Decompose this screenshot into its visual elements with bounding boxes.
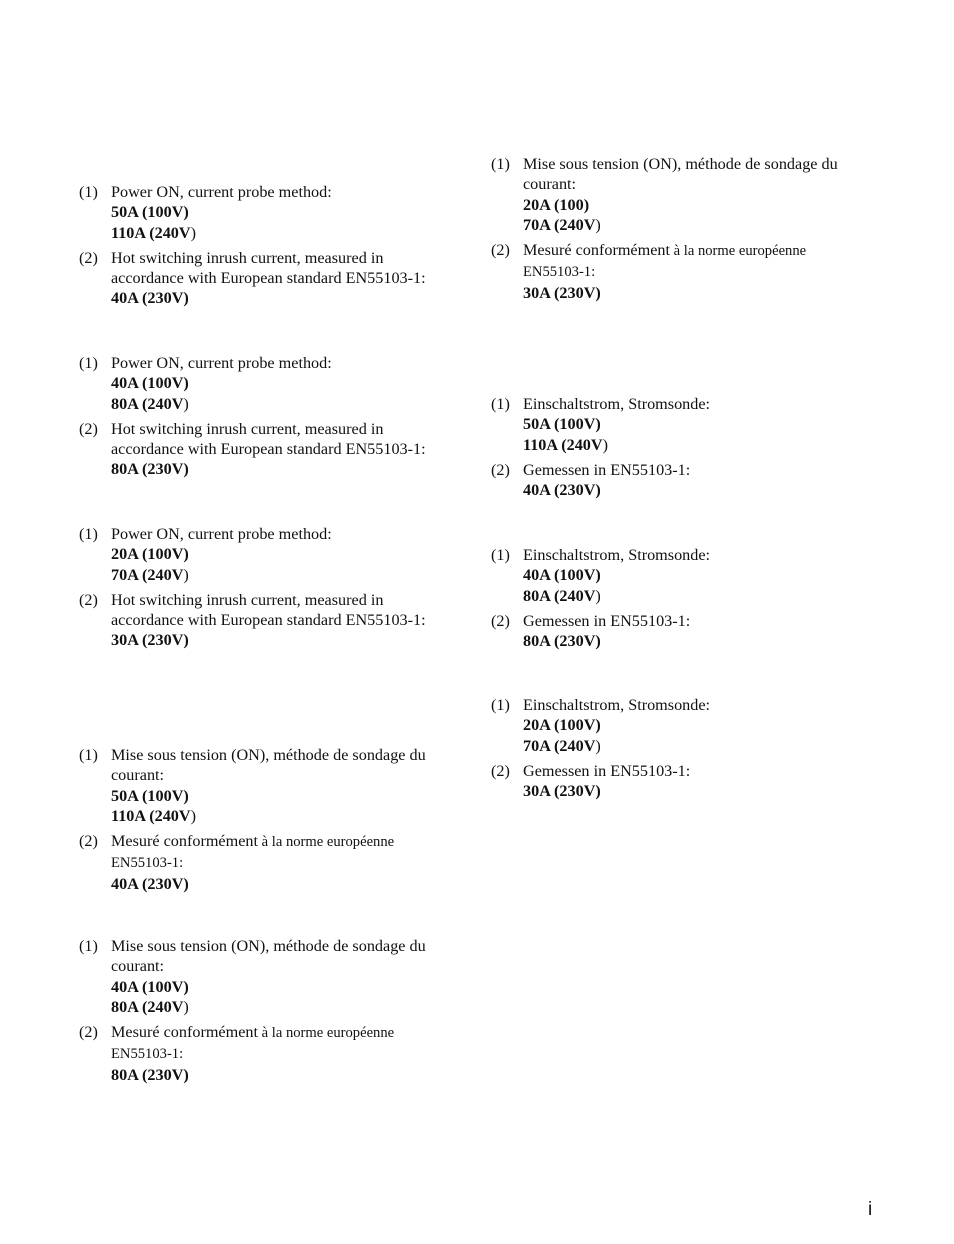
item-body bbox=[111, 353, 459, 414]
item-body bbox=[111, 524, 459, 585]
item-number: (2) bbox=[79, 1023, 98, 1042]
spec-value bbox=[111, 997, 459, 1017]
current-value: 80A (230V) bbox=[111, 1065, 189, 1084]
item-number: (1) bbox=[79, 183, 98, 201]
page-number: i bbox=[868, 1199, 873, 1220]
spec-text bbox=[523, 460, 881, 480]
spec-text bbox=[111, 182, 459, 202]
spec-value bbox=[111, 874, 459, 894]
item-number: (1) bbox=[79, 354, 98, 372]
spec-block bbox=[79, 745, 459, 899]
spec-block bbox=[491, 695, 881, 806]
text-segment: Mise sous tension (ON), méthode de sondage du bbox=[111, 937, 426, 955]
text-segment: courant: bbox=[111, 957, 165, 976]
current-value: 80A (240V bbox=[111, 394, 184, 413]
spec-block bbox=[79, 353, 459, 485]
list-item bbox=[79, 831, 459, 894]
current-value: 40A (100V) bbox=[111, 374, 189, 393]
text-segment: accordance with European standard EN55103-1: bbox=[111, 440, 426, 459]
item-body bbox=[111, 831, 459, 894]
current-value: 110A (240V bbox=[111, 806, 191, 825]
spec-value bbox=[523, 631, 881, 651]
item-body bbox=[523, 460, 881, 501]
current-value: 30A (230V) bbox=[523, 782, 601, 801]
current-value: 20A (100V) bbox=[111, 545, 189, 564]
spec-value bbox=[523, 215, 881, 235]
item-number: (1) bbox=[491, 546, 510, 564]
spec-value bbox=[111, 544, 459, 564]
current-value: 20A (100) bbox=[523, 195, 590, 214]
spec-value bbox=[111, 459, 459, 479]
list-item bbox=[79, 419, 459, 480]
spec-value bbox=[111, 223, 459, 243]
current-value: 50A (100V) bbox=[111, 203, 189, 222]
spec-text bbox=[111, 765, 459, 785]
item-body bbox=[523, 545, 881, 606]
text-segment: Mise sous tension (ON), méthode de sondage du bbox=[523, 155, 838, 173]
spec-text bbox=[523, 695, 881, 715]
item-number: (1) bbox=[491, 696, 510, 714]
spec-text bbox=[111, 1022, 459, 1043]
current-value: 110A (240V bbox=[523, 435, 603, 454]
spec-text bbox=[111, 419, 459, 439]
item-number: (2) bbox=[491, 611, 510, 630]
text-segment: Gemessen in EN55103-1: bbox=[523, 611, 691, 630]
list-item bbox=[79, 248, 459, 309]
closing-paren: ) bbox=[595, 215, 601, 234]
text-segment: accordance with European standard EN55103-1: bbox=[111, 269, 426, 288]
spec-value bbox=[523, 715, 881, 735]
list-item bbox=[491, 240, 881, 303]
spec-value bbox=[523, 414, 881, 434]
item-number: (2) bbox=[491, 460, 510, 479]
current-value: 50A (100V) bbox=[111, 786, 189, 805]
spec-value bbox=[523, 195, 881, 215]
spec-text bbox=[523, 394, 881, 414]
closing-paren: ) bbox=[190, 223, 196, 242]
list-item bbox=[491, 460, 881, 501]
current-value: 50A (100V) bbox=[523, 415, 601, 434]
spec-block bbox=[79, 524, 459, 656]
text-segment: Gemessen in EN55103-1: bbox=[523, 460, 691, 479]
current-value: 40A (230V) bbox=[111, 289, 189, 308]
spec-value bbox=[523, 435, 881, 455]
spec-text bbox=[111, 590, 459, 610]
list-item bbox=[491, 761, 881, 802]
item-number: (2) bbox=[491, 241, 510, 260]
item-body bbox=[523, 240, 881, 303]
text-segment: Mesuré conformément bbox=[523, 241, 670, 260]
item-number: (1) bbox=[79, 937, 98, 955]
spec-block bbox=[79, 182, 459, 314]
spec-value bbox=[523, 283, 881, 303]
text-segment: Einschaltstrom, Stromsonde: bbox=[523, 546, 711, 564]
list-item bbox=[491, 394, 881, 455]
text-segment: Power ON, current probe method: bbox=[111, 183, 332, 201]
item-number: (2) bbox=[491, 761, 510, 780]
item-number: (1) bbox=[491, 155, 510, 173]
spec-text bbox=[111, 248, 459, 268]
current-value: 20A (100V) bbox=[523, 716, 601, 735]
spec-value bbox=[111, 786, 459, 806]
spec-text bbox=[111, 610, 459, 630]
text-segment: Gemessen in EN55103-1: bbox=[523, 761, 691, 780]
text-segment: Hot switching inrush current, measured in bbox=[111, 590, 384, 609]
list-item bbox=[79, 1022, 459, 1085]
current-value: 40A (100V) bbox=[523, 566, 601, 585]
current-value: 80A (230V) bbox=[111, 460, 189, 479]
spec-value bbox=[523, 480, 881, 500]
spec-text bbox=[111, 353, 459, 373]
text-segment: Einschaltstrom, Stromsonde: bbox=[523, 395, 711, 413]
spec-value bbox=[111, 806, 459, 826]
item-body bbox=[523, 394, 881, 455]
current-value: 110A (240V bbox=[111, 223, 191, 242]
text-segment: Hot switching inrush current, measured in bbox=[111, 419, 384, 438]
closing-paren: ) bbox=[595, 736, 601, 755]
item-number: (2) bbox=[79, 832, 98, 851]
closing-paren: ) bbox=[183, 394, 189, 413]
item-number: (1) bbox=[79, 525, 98, 543]
text-segment: accordance with European standard EN55103-1: bbox=[111, 611, 426, 630]
current-value: 70A (240V bbox=[523, 215, 596, 234]
current-value: 30A (230V) bbox=[111, 631, 189, 650]
current-value: 70A (240V bbox=[523, 736, 596, 755]
spec-text bbox=[111, 936, 459, 956]
text-segment: Mise sous tension (ON), méthode de sondage du bbox=[111, 746, 426, 764]
spec-value bbox=[523, 586, 881, 606]
item-body bbox=[111, 419, 459, 480]
spec-text bbox=[523, 240, 881, 261]
spec-text bbox=[523, 154, 881, 174]
text-segment-small: à la norme européenne bbox=[257, 1025, 395, 1042]
list-item bbox=[491, 154, 881, 235]
spec-value bbox=[111, 977, 459, 997]
spec-text bbox=[523, 174, 881, 194]
list-item bbox=[491, 611, 881, 652]
spec-text bbox=[111, 439, 459, 459]
spec-text bbox=[111, 956, 459, 976]
text-segment: Power ON, current probe method: bbox=[111, 354, 332, 372]
current-value: 80A (240V bbox=[523, 586, 596, 605]
list-item bbox=[491, 695, 881, 756]
item-body bbox=[111, 1022, 459, 1085]
current-value: 70A (240V bbox=[111, 565, 184, 584]
current-value: 40A (230V) bbox=[111, 874, 189, 893]
spec-value bbox=[111, 565, 459, 585]
spec-text bbox=[523, 261, 881, 282]
spec-block bbox=[491, 545, 881, 656]
item-body bbox=[111, 248, 459, 309]
closing-paren: ) bbox=[595, 586, 601, 605]
spec-value bbox=[111, 202, 459, 222]
text-segment: EN55103-1: bbox=[111, 1046, 184, 1063]
spec-text bbox=[111, 268, 459, 288]
current-value: 80A (230V) bbox=[523, 632, 601, 651]
text-segment: courant: bbox=[523, 175, 577, 194]
item-body bbox=[111, 936, 459, 1017]
text-segment: Hot switching inrush current, measured in bbox=[111, 248, 384, 267]
text-segment-small: à la norme européenne bbox=[669, 243, 807, 260]
current-value: 80A (240V bbox=[111, 997, 184, 1016]
spec-block bbox=[79, 936, 459, 1090]
current-value: 30A (230V) bbox=[523, 283, 601, 302]
item-body bbox=[523, 695, 881, 756]
item-body bbox=[523, 611, 881, 652]
item-number: (2) bbox=[79, 248, 98, 267]
text-segment: Mesuré conformément bbox=[111, 1023, 258, 1042]
spec-value bbox=[111, 373, 459, 393]
list-item bbox=[79, 182, 459, 243]
spec-block bbox=[491, 154, 881, 308]
spec-block bbox=[491, 394, 881, 505]
spec-text bbox=[111, 524, 459, 544]
spec-value bbox=[111, 1065, 459, 1085]
spec-value bbox=[111, 394, 459, 414]
spec-value bbox=[523, 781, 881, 801]
item-number: (1) bbox=[491, 395, 510, 413]
spec-text bbox=[523, 761, 881, 781]
text-segment: Power ON, current probe method: bbox=[111, 525, 332, 543]
spec-value bbox=[111, 630, 459, 650]
text-segment: EN55103-1: bbox=[111, 855, 184, 872]
item-number: (2) bbox=[79, 419, 98, 438]
item-body bbox=[523, 761, 881, 802]
list-item bbox=[79, 936, 459, 1017]
current-value: 40A (100V) bbox=[111, 977, 189, 996]
closing-paren: ) bbox=[183, 565, 189, 584]
item-body bbox=[523, 154, 881, 235]
item-body bbox=[111, 182, 459, 243]
list-item bbox=[79, 745, 459, 826]
spec-text bbox=[111, 1043, 459, 1064]
spec-text bbox=[523, 611, 881, 631]
list-item bbox=[491, 545, 881, 606]
spec-value bbox=[523, 565, 881, 585]
spec-value bbox=[523, 736, 881, 756]
closing-paren: ) bbox=[190, 806, 196, 825]
spec-text bbox=[111, 831, 459, 852]
item-body bbox=[111, 745, 459, 826]
list-item bbox=[79, 590, 459, 651]
list-item bbox=[79, 353, 459, 414]
text-segment: Mesuré conformément bbox=[111, 832, 258, 851]
spec-value bbox=[111, 288, 459, 308]
closing-paren: ) bbox=[602, 435, 608, 454]
list-item bbox=[79, 524, 459, 585]
closing-paren: ) bbox=[183, 997, 189, 1016]
item-body bbox=[111, 590, 459, 651]
spec-text bbox=[523, 545, 881, 565]
text-segment-small: à la norme européenne bbox=[257, 834, 395, 851]
text-segment: Einschaltstrom, Stromsonde: bbox=[523, 696, 711, 714]
text-segment: courant: bbox=[111, 766, 165, 785]
text-segment: EN55103-1: bbox=[523, 264, 596, 281]
spec-text bbox=[111, 852, 459, 873]
item-number: (1) bbox=[79, 746, 98, 764]
current-value: 40A (230V) bbox=[523, 481, 601, 500]
spec-text bbox=[111, 745, 459, 765]
item-number: (2) bbox=[79, 590, 98, 609]
